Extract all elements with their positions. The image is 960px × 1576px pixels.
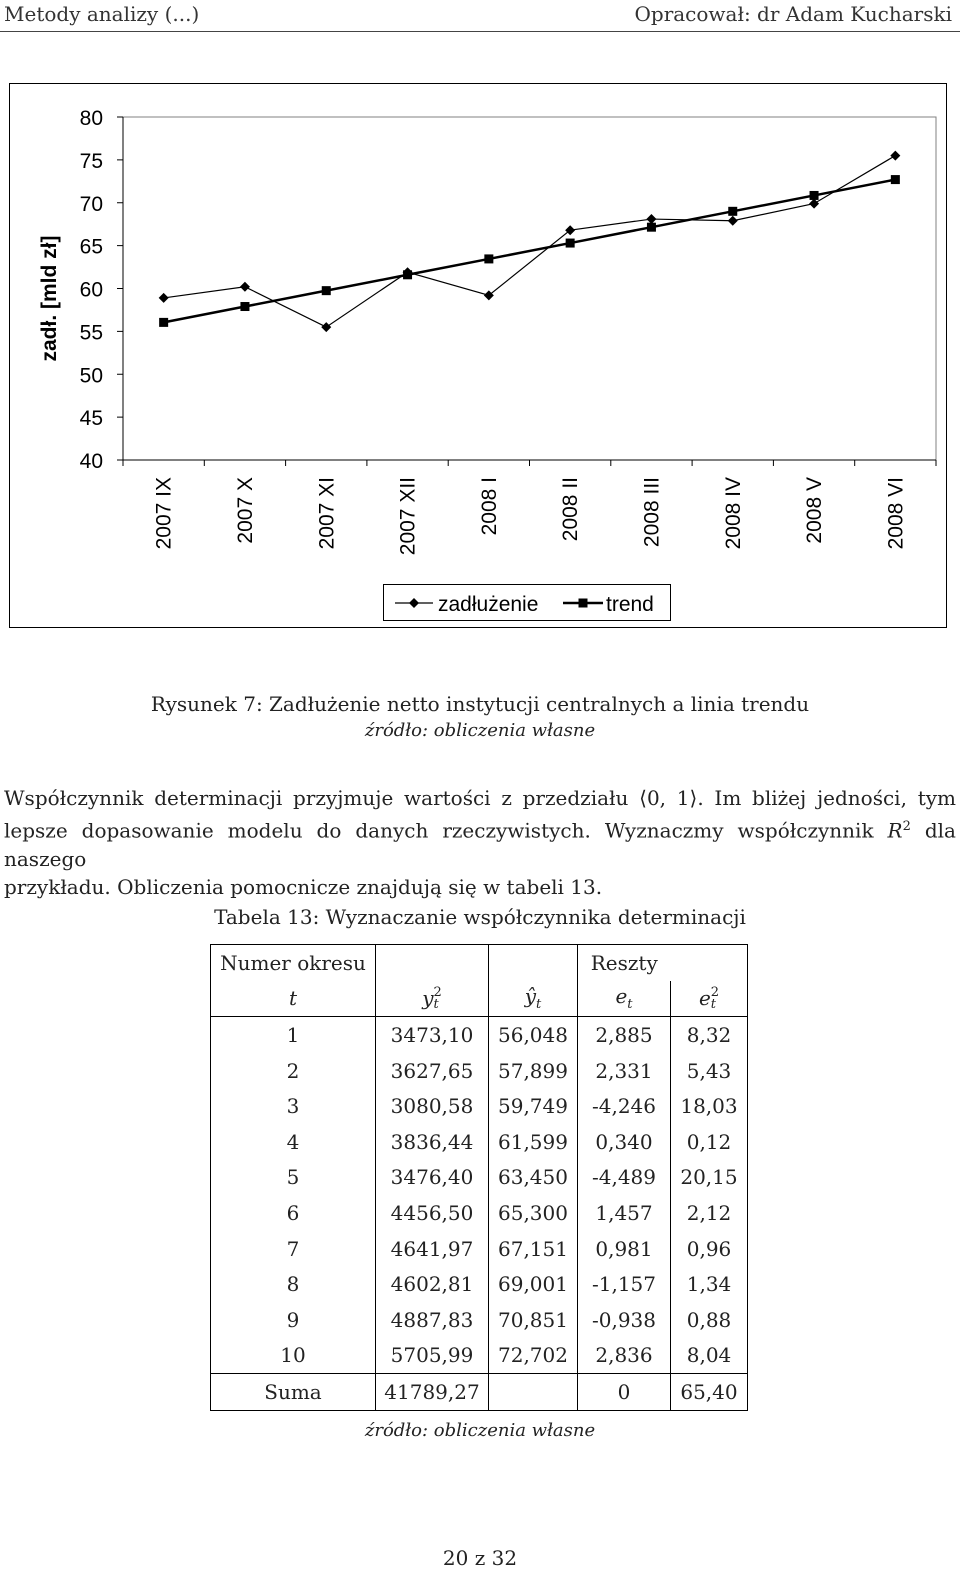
header-y-squared	[376, 981, 489, 1017]
sum-y-hat	[489, 1374, 578, 1411]
table-row	[211, 1124, 748, 1160]
cell-e: -4,246	[578, 1088, 671, 1124]
x-tick-label: 2008 III	[640, 477, 664, 548]
header-t: t	[211, 981, 376, 1017]
y-tick-label: 65	[79, 235, 103, 259]
cell-y-hat: 57,899	[489, 1053, 578, 1089]
x-tick-label: 2008 V	[803, 477, 827, 544]
data-point	[647, 223, 656, 232]
table-row	[211, 1017, 748, 1053]
body-paragraph	[4, 784, 956, 902]
table-source: źródło: obliczenia własne	[364, 1420, 596, 1441]
header-e	[578, 981, 671, 1017]
data-point	[646, 214, 656, 224]
sum-e-squared: 65,40	[671, 1374, 748, 1411]
sum-e: 0	[578, 1374, 671, 1411]
sum-y-squared: 41789,27	[376, 1374, 489, 1411]
text-segment: Współczynnik determinacji przyjmuje wartości z przedziału	[4, 786, 640, 810]
subscript: t	[536, 997, 542, 1013]
cell-y-hat: 61,599	[489, 1124, 578, 1160]
symbol: ŷ	[524, 984, 537, 1009]
cell-y-squared: 3476,40	[376, 1160, 489, 1196]
data-point	[322, 286, 331, 295]
text-segment: lepsze dopasowanie modelu do danych rzeczywistych. Wyznaczmy współczynnik	[4, 818, 888, 843]
table-row	[211, 1088, 748, 1124]
y-tick-label: 75	[79, 149, 103, 173]
cell-e: -0,938	[578, 1302, 671, 1338]
header-period: Numer okresu	[211, 945, 376, 981]
table-row	[211, 1231, 748, 1267]
paragraph-line-3: przykładu. Obliczenia pomocnicze znajdują się w tabeli 13.	[4, 875, 603, 900]
cell-e-squared: 20,15	[671, 1160, 748, 1196]
y-tick-label: 50	[79, 364, 103, 388]
cell-y-squared: 3627,65	[376, 1053, 489, 1089]
cell-e: -4,489	[578, 1160, 671, 1196]
x-tick-label: 2008 IV	[721, 477, 745, 550]
cell-e-squared: 8,04	[671, 1338, 748, 1374]
y-axis-title: zadł. [mld zł]	[38, 235, 61, 362]
cell-e: 0,340	[578, 1124, 671, 1160]
cell-e-squared: 1,34	[671, 1266, 748, 1302]
r-exponent: 2	[902, 818, 911, 834]
header-empty	[489, 945, 578, 981]
y-tick-label: 45	[79, 407, 103, 431]
table-caption: Tabela 13: Wyznaczanie współczynnika determinacji	[214, 905, 746, 929]
table-sum-row	[211, 1374, 748, 1411]
cell-y-hat: 59,749	[489, 1088, 578, 1124]
table-header-row-1	[211, 945, 748, 981]
table-header-row-2	[211, 981, 748, 1017]
cell-y-hat: 70,851	[489, 1302, 578, 1338]
cell-y-hat: 65,300	[489, 1195, 578, 1231]
cell-e-squared: 5,43	[671, 1053, 748, 1089]
cell-e-squared: 2,12	[671, 1195, 748, 1231]
chart-legend	[383, 584, 671, 621]
header-rule	[0, 31, 960, 32]
data-point	[728, 207, 737, 216]
cell-e-squared: 0,96	[671, 1231, 748, 1267]
legend-label-trend: trend	[606, 593, 654, 616]
paragraph-line-2	[4, 813, 956, 874]
y-tick-label: 80	[79, 107, 103, 130]
page-number: 20 z 32	[442, 1546, 518, 1570]
y-tick-label: 70	[79, 192, 103, 216]
cell-y-hat: 63,450	[489, 1160, 578, 1196]
cell-e: 2,836	[578, 1338, 671, 1374]
subscript: t	[433, 997, 439, 1013]
table-row	[211, 1266, 748, 1302]
x-tick-label: 2008 VI	[884, 477, 908, 550]
interval-notation: ⟨0, 1⟩	[639, 786, 698, 810]
figure-source: źródło: obliczenia własne	[364, 720, 596, 741]
y-tick-label: 60	[79, 278, 103, 302]
cell-t: 2	[211, 1053, 376, 1089]
header-e-squared	[671, 981, 748, 1017]
symbol: y	[422, 985, 434, 1010]
running-header-title: Metody analizy (...)	[4, 2, 200, 26]
figure-caption: Rysunek 7: Zadłużenie netto instytucji centralnych a linia trendu	[150, 692, 810, 716]
table-row	[211, 1053, 748, 1089]
sum-label: Suma	[211, 1374, 376, 1411]
cell-y-squared: 3473,10	[376, 1017, 489, 1053]
subscript: t	[627, 997, 633, 1013]
cell-y-squared: 4602,81	[376, 1266, 489, 1302]
data-point	[890, 151, 900, 161]
paragraph-line-1	[4, 784, 956, 813]
x-tick-label: 2007 X	[233, 477, 257, 544]
data-point	[566, 239, 575, 248]
table-body	[211, 1017, 748, 1374]
header-empty	[376, 945, 489, 981]
x-tick-label: 2007 IX	[152, 477, 176, 550]
cell-y-hat: 56,048	[489, 1017, 578, 1053]
cell-t: 1	[211, 1017, 376, 1053]
cell-y-hat: 72,702	[489, 1338, 578, 1374]
text-segment: dla naszego	[4, 818, 956, 871]
y-tick-label: 55	[79, 321, 103, 345]
x-tick-label: 2008 I	[477, 477, 501, 536]
table-row	[211, 1302, 748, 1338]
cell-e-squared: 8,32	[671, 1017, 748, 1053]
cell-y-hat: 69,001	[489, 1266, 578, 1302]
cell-t: 4	[211, 1124, 376, 1160]
cell-t: 3	[211, 1088, 376, 1124]
data-point	[159, 293, 169, 303]
cell-y-squared: 3836,44	[376, 1124, 489, 1160]
table-row	[211, 1338, 748, 1374]
cell-e-squared: 0,88	[671, 1302, 748, 1338]
subscript: t	[710, 997, 717, 1013]
cell-y-squared: 4641,97	[376, 1231, 489, 1267]
data-point	[240, 302, 249, 311]
header-empty	[671, 945, 748, 981]
cell-e-squared: 0,12	[671, 1124, 748, 1160]
table-row	[211, 1160, 748, 1196]
superscript: 2	[710, 985, 720, 1001]
data-point	[403, 270, 412, 279]
symbol: e	[615, 984, 628, 1009]
data-point	[240, 282, 250, 292]
data-point	[159, 318, 168, 327]
superscript: 2	[433, 985, 442, 1001]
series-line-trend	[164, 180, 896, 323]
cell-e: -1,157	[578, 1266, 671, 1302]
cell-e: 2,331	[578, 1053, 671, 1089]
data-point	[891, 175, 900, 184]
cell-t: 5	[211, 1160, 376, 1196]
data-point	[728, 216, 738, 226]
symbol: e	[698, 985, 711, 1010]
cell-y-squared: 4456,50	[376, 1195, 489, 1231]
data-point	[810, 191, 819, 200]
cell-e: 0,981	[578, 1231, 671, 1267]
cell-y-squared: 5705,99	[376, 1338, 489, 1374]
cell-t: 6	[211, 1195, 376, 1231]
data-point	[809, 199, 819, 209]
data-point	[321, 322, 331, 332]
x-tick-label: 2008 II	[559, 477, 583, 542]
cell-y-hat: 67,151	[489, 1231, 578, 1267]
cell-t: 10	[211, 1338, 376, 1374]
legend-label-zadluzenie: zadłużenie	[438, 593, 539, 616]
chart-frame	[9, 83, 947, 628]
cell-t: 7	[211, 1231, 376, 1267]
determination-table	[210, 944, 748, 1411]
r-symbol: R	[887, 818, 903, 843]
cell-e: 1,457	[578, 1195, 671, 1231]
header-residuals: Reszty	[578, 945, 671, 981]
cell-e: 2,885	[578, 1017, 671, 1053]
running-header-author: Opracował: dr Adam Kucharski	[634, 2, 952, 26]
cell-y-squared: 4887,83	[376, 1302, 489, 1338]
y-tick-label: 40	[79, 450, 103, 473]
line-chart	[10, 84, 946, 627]
x-tick-label: 2007 XI	[315, 477, 339, 550]
data-point	[484, 254, 493, 263]
cell-t: 8	[211, 1266, 376, 1302]
header-y-hat	[489, 981, 578, 1017]
cell-e-squared: 18,03	[671, 1088, 748, 1124]
cell-y-squared: 3080,58	[376, 1088, 489, 1124]
x-tick-label: 2007 XII	[396, 477, 420, 556]
text-segment: . Im bliżej jedności, tym	[697, 786, 956, 810]
table-row	[211, 1195, 748, 1231]
cell-t: 9	[211, 1302, 376, 1338]
